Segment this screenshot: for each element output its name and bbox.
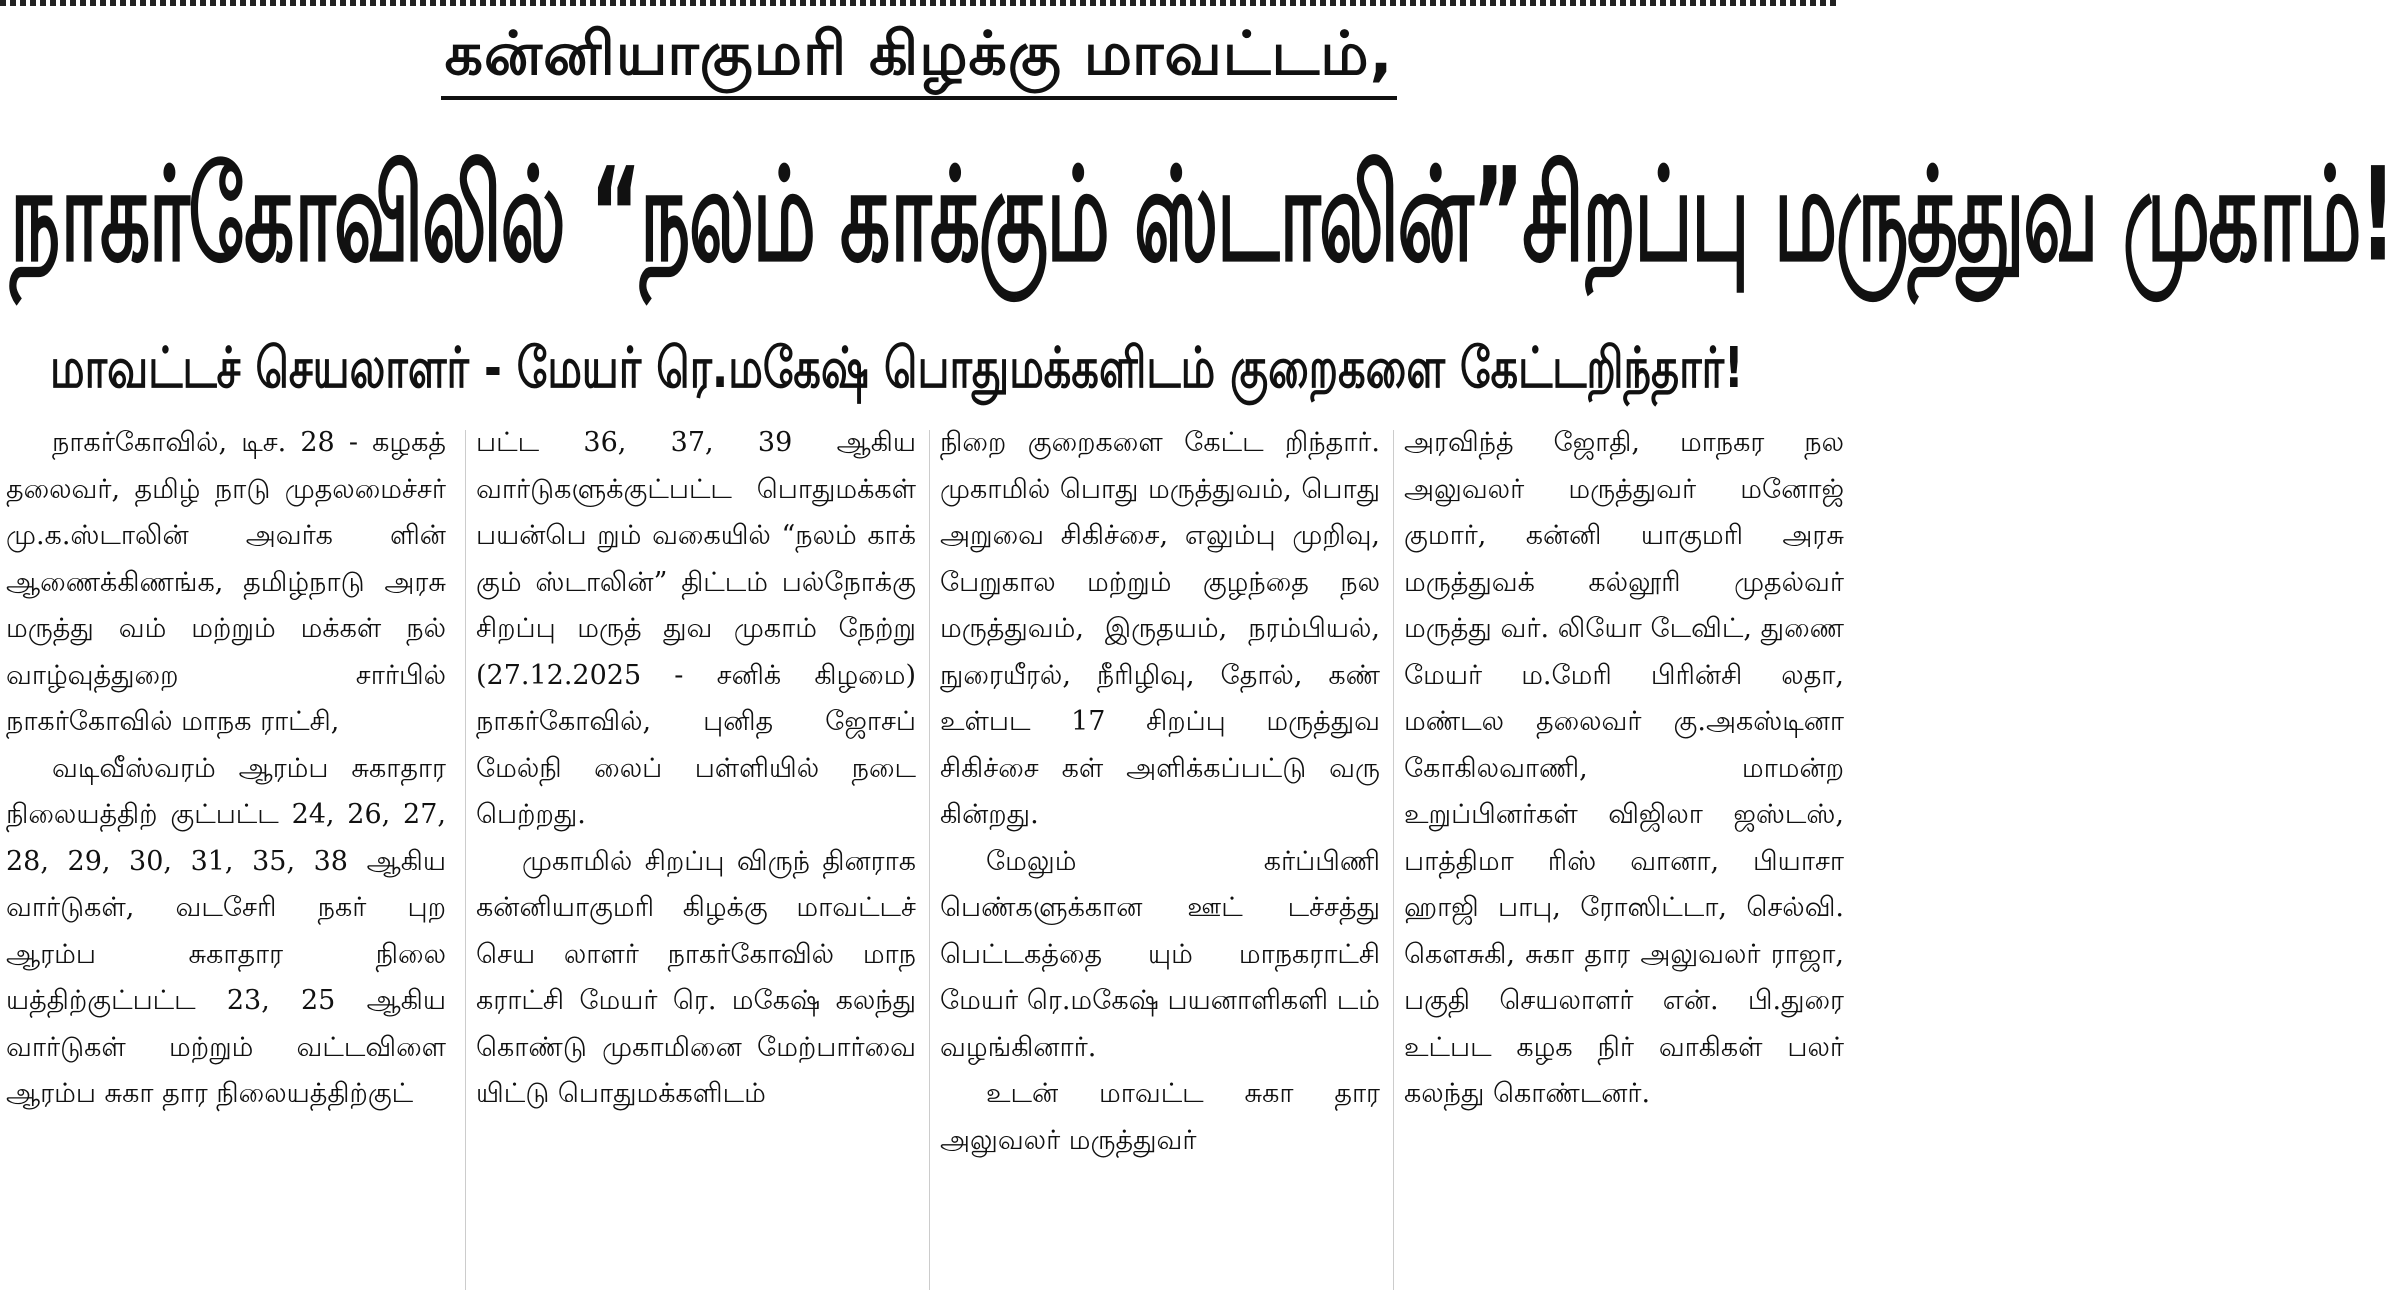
paragraph: மேலும் கர்ப்பிணி பெண்களுக்கான ஊட் டச்சத்து பெட்டகத்தை யும் மாநகராட்சி மேயர் ரெ.மகேஷ் பயனாளிகளி டம் வழங்கினார்.: [940, 845, 1380, 1063]
column-divider: [929, 430, 930, 1290]
column-1: [6, 420, 446, 1300]
paragraph: அரவிந்த் ஜோதி, மாநகர நல அலுவலர் மருத்துவர் மனோஜ் குமார், கன்னி யாகுமரி அரசு மருத்துவக் கல்லூரி முதல்வர் மருத்து வர். லியோ டேவிட், துணை மேயர் ம.மேரி பிரின்சி லதா, மண்டல தலைவர் கு.அகஸ்டினா கோகிலவாணி, மாமன்ற உறுப்பினர்கள் விஜிலா ஜஸ்டஸ், பாத்திமா ரிஸ் வானா, பியாசா ஹாஜி பாபு, ரோஸிட்டா, செல்வி. கௌசுகி, சுகா தார அலுவலர் ராஜா, பகுதி செயலாளர் என். பி.துரை உட்பட கழக நிர் வாகிகள் பலர் கலந்து கொண்டனர்.: [1404, 427, 1844, 1109]
paragraph: பட்ட 36, 37, 39 ஆகிய வார்டுகளுக்குட்பட்ட பொதுமக்கள் பயன்பெ றும் வகையில் “நலம் காக் கும் ஸ்டாலின்” திட்டம் பல்நோக்கு சிறப்பு மருத் துவ முகாம் நேற்று (27.12.2025 - சனிக் கிழமை) நாகர்கோவில், புனித ஜோசப் மேல்நி லைப் பள்ளியில் நடை பெற்றது.: [476, 427, 916, 830]
article-body: [6, 420, 1844, 1300]
headline: நாகர்கோவிலில் “நலம் காக்கும் ஸ்டாலின்”சிறப்பு மருத்துவ முகாம்!: [10, 139, 2394, 291]
column-divider: [1393, 430, 1394, 1290]
paragraph: நிறை குறைகளை கேட்ட றிந்தார். முகாமில் பொது மருத்துவம், பொது அறுவை சிகிச்சை, எலும்பு முறிவு, பேறுகால மற்றும் குழந்தை நல மருத்துவம், இருதயம், நரம்பியல், நுரையீரல், நீரிழிவு, தோல், கண் உள்பட 17 சிறப்பு மருத்துவ சிகிச்சை கள் அளிக்கப்பட்டு வரு கின்றது.: [940, 427, 1380, 830]
column-2: [476, 420, 916, 1300]
column-4: [1404, 420, 1844, 1300]
column-3: [940, 420, 1380, 1300]
kicker-title: கன்னியாகுமரி கிழக்கு மாவட்டம்,: [441, 14, 1398, 100]
column-divider: [465, 430, 466, 1290]
paragraph: நாகர்கோவில், டிச. 28 - கழகத் தலைவர், தமிழ் நாடு முதலமைச்சர் மு.க.ஸ்டாலின் அவர்க ளின் ஆணைக்கிணங்க, தமிழ்நாடு அரசு மருத்து வம் மற்றும் மக்கள் நல் வாழ்வுத்துறை சார்பில் நாகர்கோவில் மாநக ராட்சி,: [6, 427, 446, 737]
paragraph: முகாமில் சிறப்பு விருந் தினராக கன்னியாகுமரி கிழக்கு மாவட்டச் செய லாளர் நாகர்கோவில் மாந கராட்சி மேயர் ரெ. மகேஷ் கலந்து கொண்டு முகாமினை மேற்பார்வை யிட்டு பொதுமக்களிடம்: [476, 845, 916, 1109]
paragraph: உடன் மாவட்ட சுகா தார அலுவலர் மருத்துவர்: [940, 1078, 1380, 1156]
top-rule: [0, 0, 1838, 6]
paragraph: வடிவீஸ்வரம் ஆரம்ப சுகாதார நிலையத்திற் குட்பட்ட 24, 26, 27, 28, 29, 30, 31, 35, 38 ஆகிய வார்டுகள், வடசேரி நகர் புற ஆரம்ப சுகாதார நிலை யத்திற்குட்பட்ட 23, 25 ஆகிய வார்டுகள் மற்றும் வட்டவிளை ஆரம்ப சுகா தார நிலையத்திற்குட்: [6, 752, 446, 1109]
subheadline: மாவட்டச் செயலாளர் - மேயர் ரெ.மகேஷ் பொதுமக்களிடம் குறைகளை கேட்டறிந்தார்!: [50, 335, 1744, 401]
